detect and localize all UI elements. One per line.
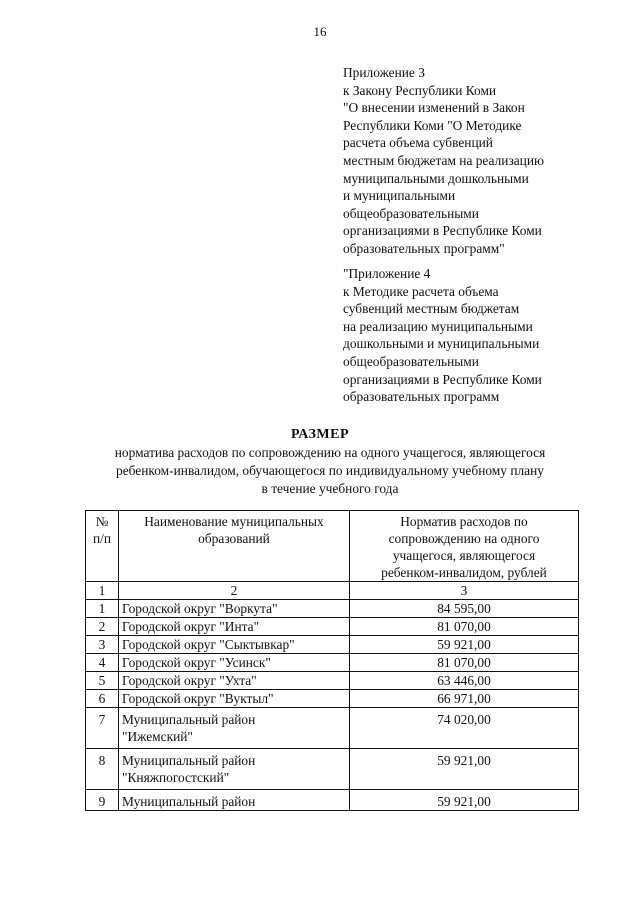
- row-value: 63 446,00: [350, 672, 579, 690]
- row-value: 81 070,00: [350, 654, 579, 672]
- row-value: 59 921,00: [350, 790, 579, 811]
- table-row: [86, 749, 579, 790]
- row-name: [119, 690, 350, 708]
- table-header-row: [86, 511, 579, 582]
- page-number: 16: [313, 24, 327, 39]
- row-name: [119, 790, 350, 811]
- document-title: РАЗМЕР: [290, 427, 349, 442]
- row-num: 5: [86, 672, 119, 690]
- annex-3-line: организациями в Республике Коми: [343, 223, 542, 239]
- header-text: сопровождению на одного: [388, 531, 540, 546]
- row-name-line: Городской округ "Сыктывкар": [122, 637, 295, 652]
- column-index-row: [86, 582, 579, 600]
- header-text: ребенком-инвалидом, рублей: [381, 565, 547, 580]
- subtitle-line: в течение учебного года: [261, 481, 399, 496]
- annex-3-line: образовательных программ": [343, 240, 505, 256]
- column-header-name: [119, 511, 350, 582]
- row-num: 1: [86, 600, 119, 618]
- table-row: [86, 636, 579, 654]
- table-row: [86, 600, 579, 618]
- document-subtitle: [60, 444, 600, 498]
- row-value: 81 070,00: [350, 618, 579, 636]
- annex-3-line: Республики Коми "О Методике: [343, 117, 522, 133]
- norms-table: [85, 510, 579, 811]
- subtitle-line: ребенком-инвалидом, обучающегося по индивидуальному учебному плану: [116, 463, 544, 478]
- row-num: 4: [86, 654, 119, 672]
- column-index: 3: [350, 582, 579, 600]
- row-name-line: Городской округ "Воркута": [122, 601, 278, 616]
- row-name-line: Городской округ "Ухта": [122, 673, 257, 688]
- table-row: [86, 708, 579, 749]
- table-row: [86, 618, 579, 636]
- column-index: 1: [86, 582, 119, 600]
- row-value: 59 921,00: [350, 749, 579, 790]
- annex-3-line: общеобразовательными: [343, 205, 479, 221]
- row-name-line: "Ижемский": [122, 729, 193, 744]
- row-name: [119, 672, 350, 690]
- row-num: 8: [86, 749, 119, 790]
- row-value: 66 971,00: [350, 690, 579, 708]
- row-num: 9: [86, 790, 119, 811]
- row-name-line: Муниципальный район: [122, 794, 256, 809]
- row-name: [119, 708, 350, 749]
- annex-4-header: [343, 265, 613, 406]
- column-index: 2: [119, 582, 350, 600]
- annex-4-line: к Методике расчета объема: [343, 283, 499, 299]
- header-text: Наименование муниципальных: [144, 514, 324, 529]
- annex-3-line: к Закону Республики Коми: [343, 82, 497, 98]
- row-name: [119, 749, 350, 790]
- annex-4-line: общеобразовательными: [343, 353, 479, 369]
- header-text: Норматив расходов по: [400, 514, 528, 529]
- row-name: [119, 600, 350, 618]
- annex-4-line: образовательных программ: [343, 389, 500, 405]
- header-text: образований: [198, 531, 270, 546]
- row-num: 7: [86, 708, 119, 749]
- annex-4-line: на реализацию муниципальными: [343, 318, 533, 334]
- annex-3-line: расчета объема субвенций: [343, 135, 493, 151]
- annex-4-line: субвенций местным бюджетам: [343, 301, 520, 317]
- annex-3-line: муниципальными дошкольными: [343, 170, 529, 186]
- table-row: [86, 690, 579, 708]
- row-value: 84 595,00: [350, 600, 579, 618]
- annex-3-line: местным бюджетам на реализацию: [343, 152, 545, 168]
- row-name-line: Городской округ "Усинск": [122, 655, 271, 670]
- annex-4-line: дошкольными и муниципальными: [343, 336, 540, 352]
- table-row: [86, 790, 579, 811]
- row-name: [119, 654, 350, 672]
- annex-3-line: "О внесении изменений в Закон: [343, 100, 525, 116]
- row-name-line: Городской округ "Вуктыл": [122, 691, 274, 706]
- annex-4-line: "Приложение 4: [343, 266, 431, 281]
- row-num: 3: [86, 636, 119, 654]
- annex-3-line: и муниципальными: [343, 188, 456, 204]
- table-row: [86, 654, 579, 672]
- annex-4-line: организациями в Республике Коми: [343, 371, 542, 387]
- row-name-line: Городской округ "Инта": [122, 619, 260, 634]
- row-num: 6: [86, 690, 119, 708]
- header-text: №: [95, 514, 109, 529]
- row-num: 2: [86, 618, 119, 636]
- row-value: 59 921,00: [350, 636, 579, 654]
- row-name-line: "Княжпогостский": [122, 770, 230, 785]
- row-name: [119, 618, 350, 636]
- column-header-value: [350, 511, 579, 582]
- annex-3-line: Приложение 3: [343, 65, 425, 80]
- header-text: учащегося, являющегося: [392, 548, 536, 563]
- header-text: п/п: [92, 531, 112, 546]
- column-header-num: [86, 511, 119, 582]
- table-row: [86, 672, 579, 690]
- row-name-line: Муниципальный район: [122, 712, 256, 727]
- row-name-line: Муниципальный район: [122, 753, 256, 768]
- row-value: 74 020,00: [350, 708, 579, 749]
- row-name: [119, 636, 350, 654]
- annex-3-header: [343, 64, 613, 258]
- subtitle-line: норматива расходов по сопровождению на одного учащегося, являющегося: [114, 445, 546, 460]
